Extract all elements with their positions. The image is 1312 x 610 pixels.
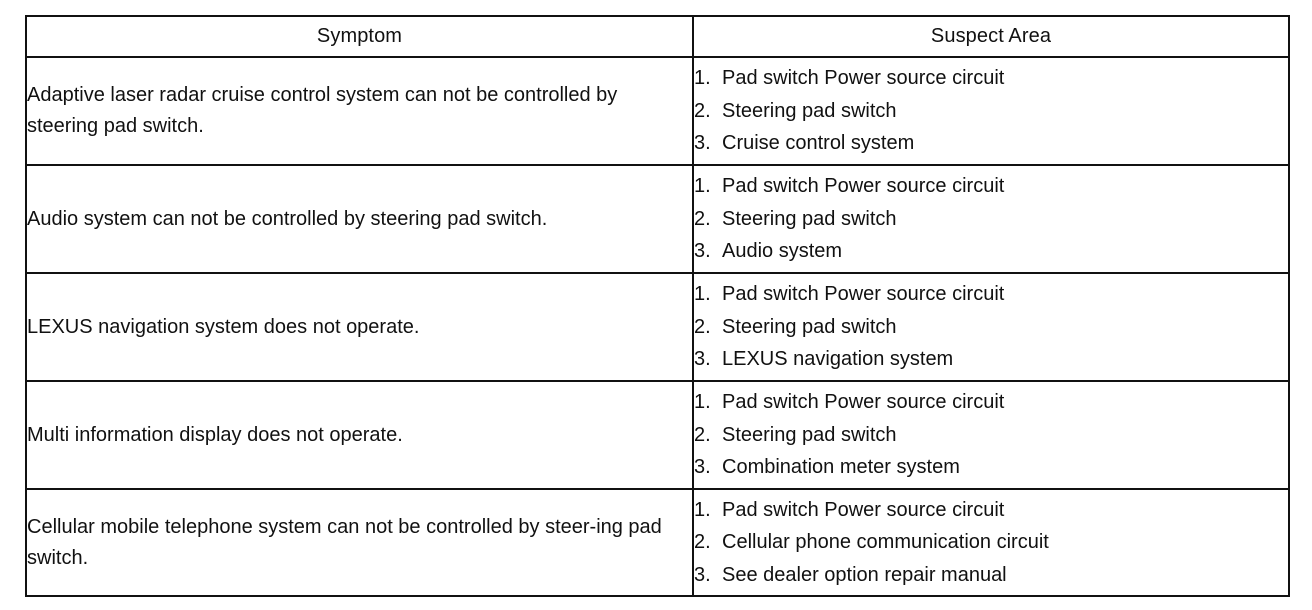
- suspect-text: Pad switch Power source circuit: [722, 283, 1005, 306]
- suspect-text: Audio system: [722, 240, 843, 263]
- suspect-area-cell: [693, 489, 1289, 596]
- suspect-item: [694, 278, 1288, 311]
- suspect-item: [694, 494, 1288, 527]
- symptom-text: Adaptive laser radar cruise control system can not be controlled by steering pad switch.: [27, 84, 618, 137]
- suspect-list: [694, 278, 1288, 376]
- suspect-area-cell: [693, 57, 1289, 165]
- suspect-number: 2.: [694, 423, 711, 446]
- suspect-text: Steering pad switch: [722, 423, 897, 446]
- suspect-number: 2.: [694, 99, 711, 122]
- suspect-text: Steering pad switch: [722, 207, 897, 230]
- symptom-cell: [26, 165, 693, 273]
- suspect-text: See dealer option repair manual: [722, 563, 1007, 586]
- suspect-number: 1.: [694, 175, 711, 198]
- suspect-number: 3.: [694, 348, 711, 371]
- suspect-number: 3.: [694, 456, 711, 479]
- suspect-list: [694, 494, 1288, 592]
- symptom-text: Multi information display does not operate.: [27, 423, 403, 446]
- suspect-number: 3.: [694, 563, 711, 586]
- suspect-item: [694, 419, 1288, 452]
- symptom-table: [25, 15, 1290, 597]
- suspect-text: Pad switch Power source circuit: [722, 498, 1005, 521]
- suspect-text: Pad switch Power source circuit: [722, 391, 1005, 414]
- table-row: [26, 489, 1289, 596]
- header-symptom: Symptom: [26, 16, 693, 57]
- symptom-cell: [26, 489, 693, 596]
- suspect-item: [694, 95, 1288, 128]
- symptom-text: Audio system can not be controlled by steering pad switch.: [27, 207, 548, 230]
- table-row: [26, 165, 1289, 273]
- suspect-item: [694, 127, 1288, 160]
- suspect-item: [694, 559, 1288, 592]
- table-row: [26, 57, 1289, 165]
- table-row: [26, 381, 1289, 489]
- suspect-item: [694, 170, 1288, 203]
- suspect-number: 2.: [694, 531, 711, 554]
- suspect-text: LEXUS navigation system: [722, 348, 954, 371]
- suspect-number: 1.: [694, 391, 711, 414]
- suspect-text: Pad switch Power source circuit: [722, 175, 1005, 198]
- symptom-text: Cellular mobile telephone system can not be controlled by steer-ing pad switch.: [27, 515, 662, 569]
- suspect-area-cell: [693, 165, 1289, 273]
- suspect-text: Steering pad switch: [722, 99, 897, 122]
- suspect-number: 2.: [694, 207, 711, 230]
- suspect-item: [694, 62, 1288, 95]
- table-body: [26, 57, 1289, 596]
- suspect-list: [694, 386, 1288, 484]
- symptom-text: LEXUS navigation system does not operate.: [27, 315, 420, 338]
- header-suspect-area: Suspect Area: [693, 16, 1289, 57]
- symptom-cell: [26, 381, 693, 489]
- suspect-number: 1.: [694, 283, 711, 306]
- header-row: [26, 16, 1289, 57]
- suspect-area-cell: [693, 273, 1289, 381]
- table-header: [26, 16, 1289, 57]
- suspect-number: 3.: [694, 132, 711, 155]
- suspect-number: 3.: [694, 240, 711, 263]
- suspect-item: [694, 203, 1288, 236]
- suspect-item: [694, 451, 1288, 484]
- suspect-item: [694, 386, 1288, 419]
- suspect-area-cell: [693, 381, 1289, 489]
- suspect-text: Steering pad switch: [722, 315, 897, 338]
- suspect-text: Cruise control system: [722, 132, 915, 155]
- suspect-text: Combination meter system: [722, 456, 960, 479]
- symptom-cell: [26, 57, 693, 165]
- suspect-number: 2.: [694, 315, 711, 338]
- suspect-list: [694, 170, 1288, 268]
- suspect-number: 1.: [694, 498, 711, 521]
- suspect-number: 1.: [694, 67, 711, 90]
- suspect-text: Cellular phone communication circuit: [722, 531, 1049, 554]
- suspect-item: [694, 311, 1288, 344]
- suspect-item: [694, 343, 1288, 376]
- suspect-item: [694, 526, 1288, 559]
- suspect-list: [694, 62, 1288, 160]
- suspect-item: [694, 235, 1288, 268]
- table-row: [26, 273, 1289, 381]
- symptom-cell: [26, 273, 693, 381]
- suspect-text: Pad switch Power source circuit: [722, 67, 1005, 90]
